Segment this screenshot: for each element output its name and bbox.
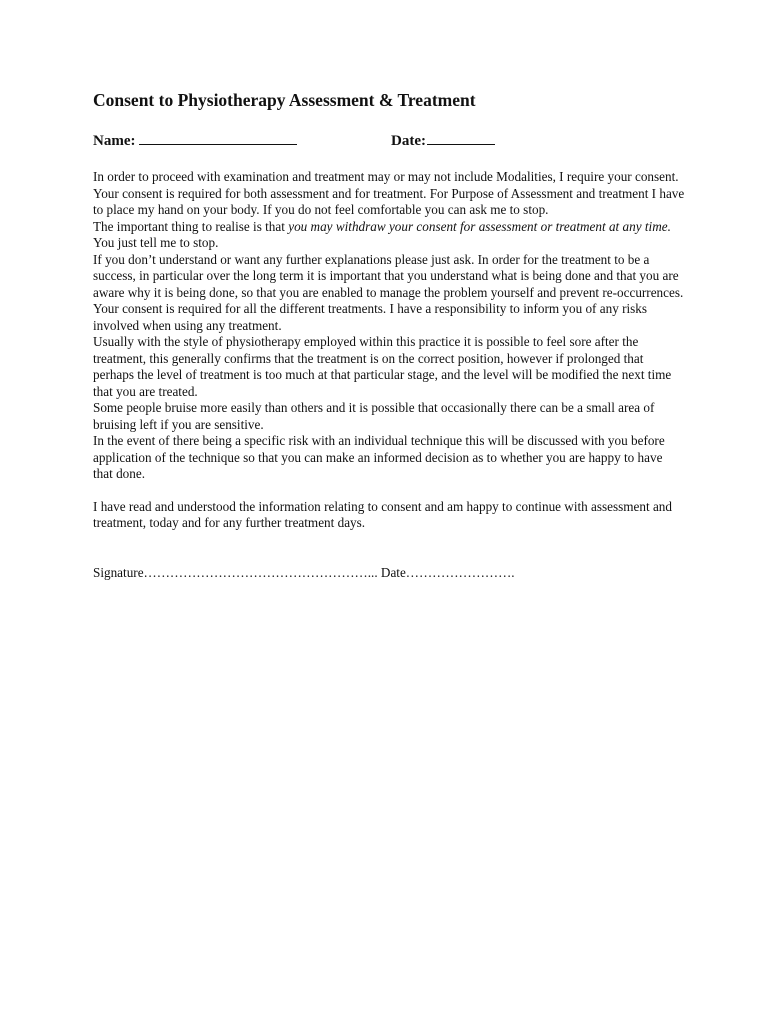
name-blank-line[interactable] <box>139 131 297 145</box>
name-label: Name: <box>93 133 136 149</box>
paragraph-bruising: Some people bruise more easily than others and it is possible that occasionally there can be a small area of bruising left if you are sensitive. <box>93 400 655 432</box>
paragraph-examination: In order to proceed with examination and treatment may or may not include Modalities, I require your consent. <box>93 169 679 184</box>
withdraw-text-start: The important thing to realise is that <box>93 218 289 234</box>
paragraph-soreness: Usually with the style of physiotherapy employed within this practice it is possible to feel sore after the treatment, this generally confirms that the treatment is on the correct position, however if prolonged that perhaps the level of treatment is too much at that particular stage, and the level will be modified the next time that you are treated. <box>93 334 672 399</box>
page-title: Consent to Physiotherapy Assessment & Treatment <box>93 90 476 110</box>
paragraph-specific-risk: In the event of there being a specific risk with an individual technique this will be discussed with you before application of the technique so that you can make an informed decision as to whether you are happy to have that done. <box>93 433 665 481</box>
paragraph-explanations: If you don’t understand or want any further explanations please just ask. In order for the treatment to be a success, in particular over the long term it is important that you understand what is being done and that you are aware why it is being done, so that you are enabled to manage the problem yourself and prevent re-occurrences. <box>93 251 684 300</box>
date-label: Date: <box>391 133 426 149</box>
date-field <box>391 131 495 150</box>
signature-line[interactable]: Signature……………………………………………... Date……………………. <box>93 564 515 580</box>
document-content <box>93 88 685 581</box>
paragraph-withdraw <box>93 219 685 252</box>
withdraw-emphasis: you may withdraw your consent for assessment or treatment at any time. <box>288 218 671 234</box>
name-field <box>93 131 297 150</box>
withdraw-text-end: You just tell me to stop. <box>93 235 219 250</box>
date-blank-line[interactable] <box>427 131 495 145</box>
consent-body <box>93 169 685 483</box>
closing-statement <box>93 499 685 532</box>
paragraph-risks: Your consent is required for all the different treatments. I have a responsibility to inform you of any risks involved when using any treatment. <box>93 301 647 333</box>
fields-row <box>93 131 685 153</box>
paragraph-assessment: Your consent is required for both assessment and for treatment. For Purpose of Assessment and treatment I have to place my hand on your body. If you do not feel comfortable you can ask me to stop. <box>93 185 685 217</box>
closing-text: I have read and understood the information relating to consent and am happy to continue with assessment and treatment, today and for any further treatment days. <box>93 498 672 530</box>
